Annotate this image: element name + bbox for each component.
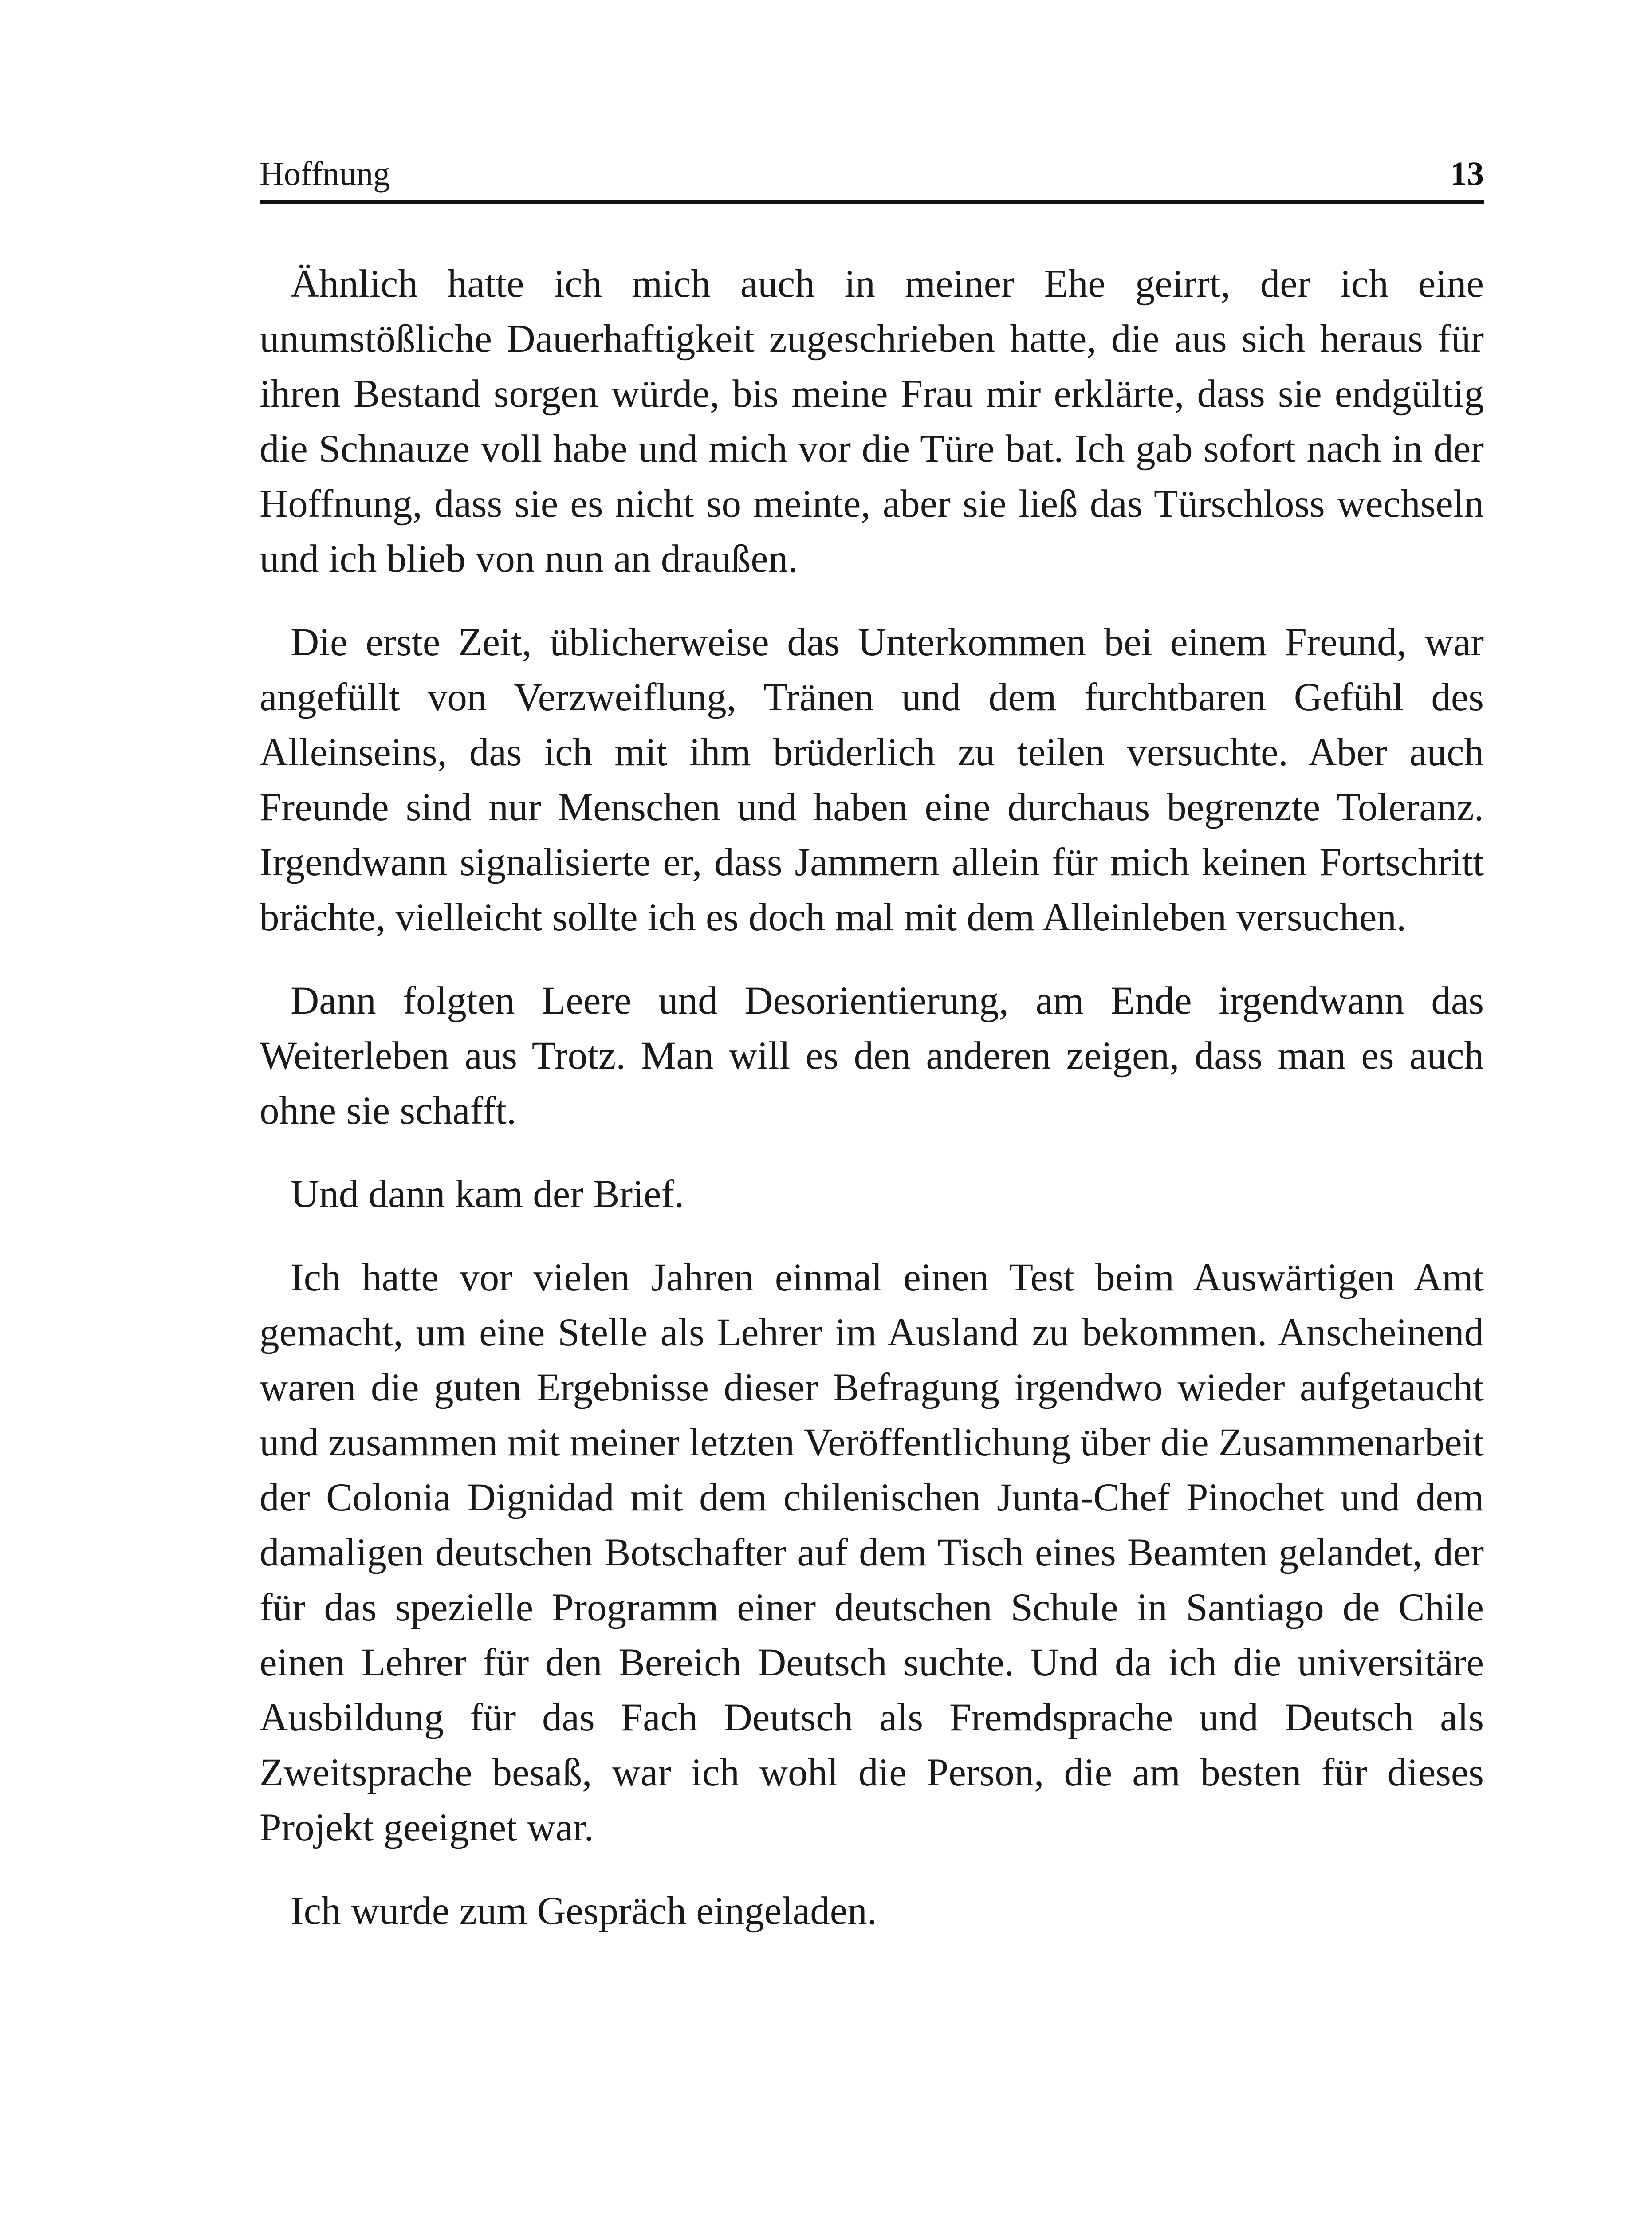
running-header [260,151,1484,204]
paragraph: Ich wurde zum Gespräch eingeladen. [291,1889,877,1933]
page-number: 13 [1450,155,1484,193]
chapter-title: Hoffnung [260,155,390,193]
paragraph: Die erste Zeit, üblicherweise das Unterkommen bei einem Freund, war angefüllt von Verzweiflung, Tränen und dem furchtbaren Gefühl des Alleinseins, das ich mit ihm brüderlich zu teilen versuchte. Aber auch Freunde sind nur Menschen und haben eine durchaus begrenzte Toleranz. Irgendwann signalisierte er, dass Jammern allein für mich keinen Fortschritt brächte, vielleicht sollte ich es doch mal mit dem Alleinleben versuchen. [260,621,1484,939]
body-text [260,256,1484,1967]
paragraph: Und dann kam der Brief. [291,1172,684,1216]
paragraph: Dann folgten Leere und Desorientierung, am Ende irgendwann das Weiterleben aus Trotz. Man will es den anderen zeigen, dass man es auch ohne sie schafft. [260,979,1484,1133]
paragraph: Ähnlich hatte ich mich auch in meiner Ehe geirrt, der ich eine unumstößliche Dauerhaftigkeit zugeschrieben hatte, die aus sich heraus für ihren Bestand sorgen würde, bis meine Frau mir erklärte, dass sie endgültig die Schnauze voll habe und mich vor die Türe bat. Ich gab sofort nach in der Hoffnung, dass sie es nicht so meinte, aber sie ließ das Türschloss wechseln und ich blieb von nun an draußen. [260,262,1484,581]
paragraph: Ich hatte vor vielen Jahren einmal einen Test beim Auswärtigen Amt gemacht, um eine Stelle als Lehrer im Ausland zu bekommen. Anscheinend waren die guten Ergebnisse dieser Befragung irgendwo wieder aufgetaucht und zusammen mit meiner letzten Veröffentlichung über die Zusammenarbeit der Colonia Dignidad mit dem chilenischen Junta-Chef Pinochet und dem damaligen deutschen Botschafter auf dem Tisch eines Beamten gelandet, der für das spezielle Programm einer deutschen Schule in Santiago de Chile einen Lehrer für den Bereich Deutsch suchte. Und da ich die universitäre Ausbildung für das Fach Deutsch als Fremdsprache und Deutsch als Zweitsprache besaß, war ich wohl die Person, die am besten für dieses Projekt geeignet war. [260,1256,1484,1849]
